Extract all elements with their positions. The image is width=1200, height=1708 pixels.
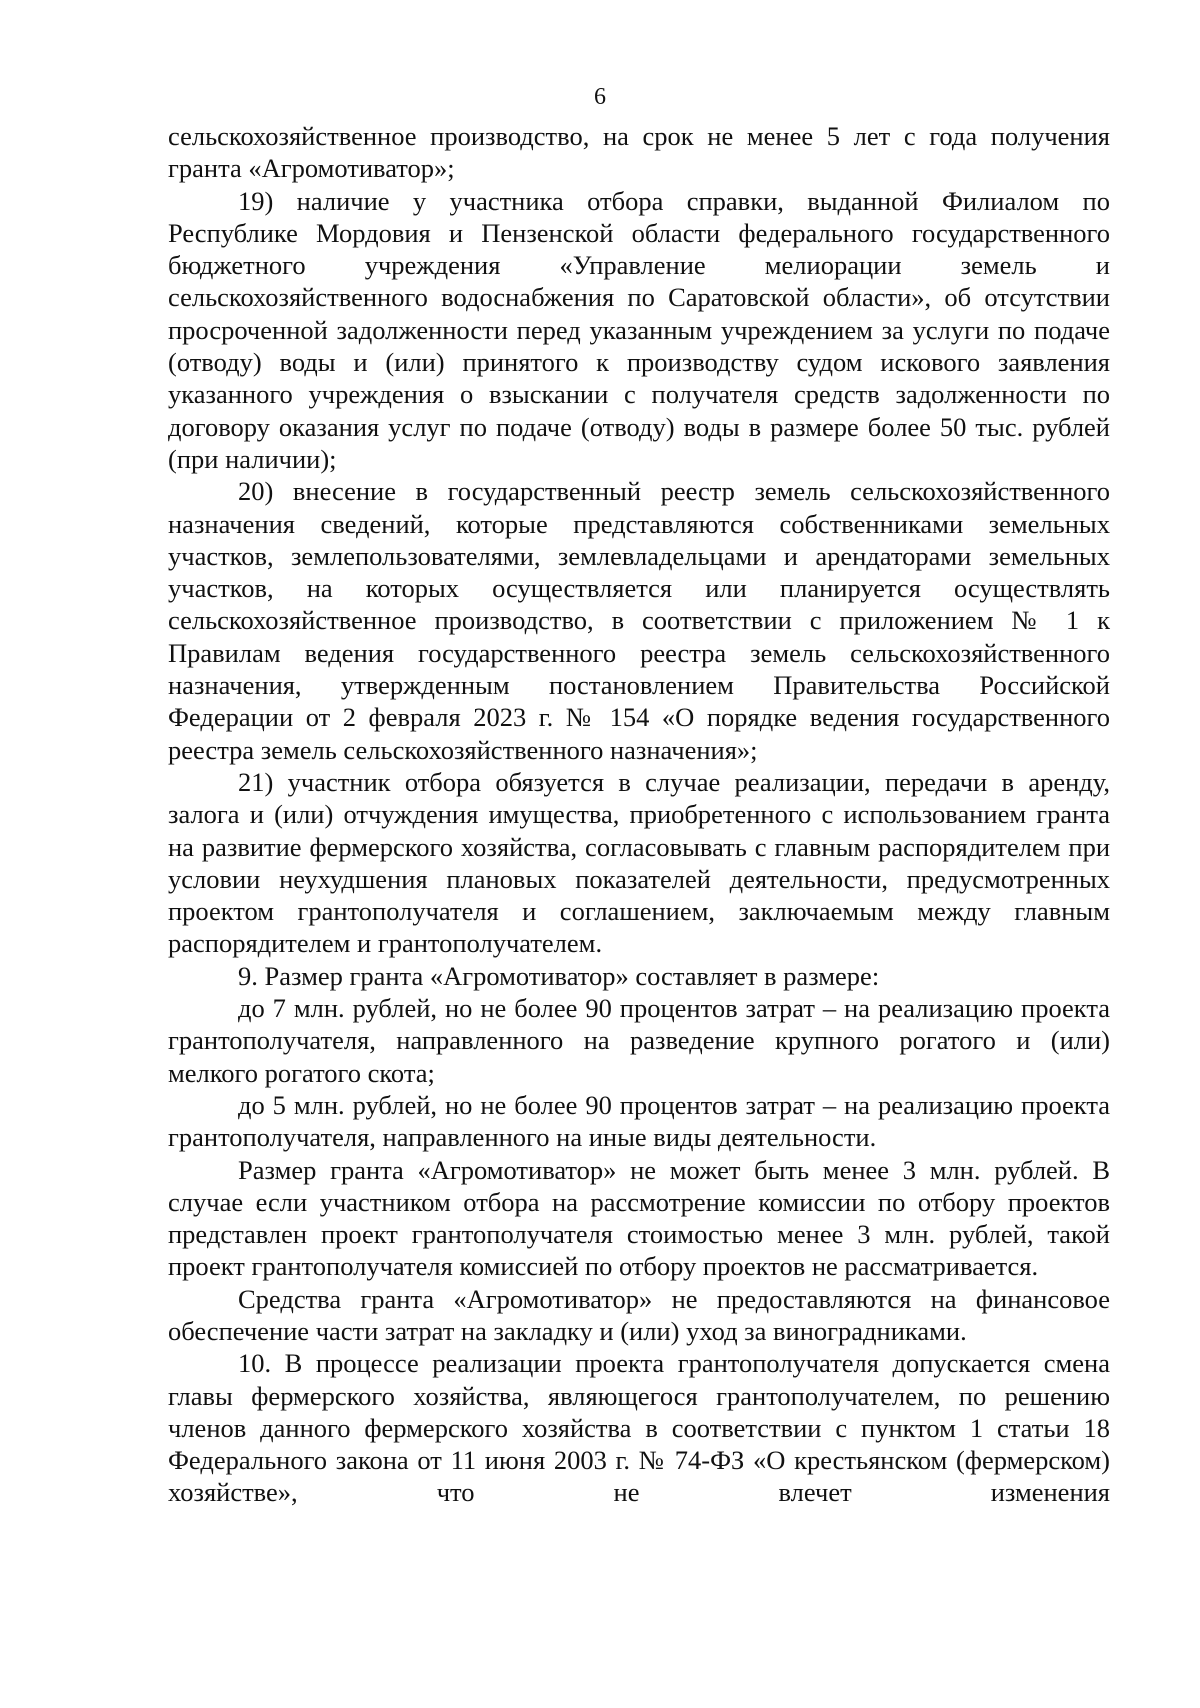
- paragraph-item-20: 20) внесение в государственный реестр земель сельскохозяйственного назначения сведений, которые представляются собственниками земельных участков, землепользователями, землевладельцами и арендаторами земельных участков, на которых осуществляется или планируется осуществлять сельскохозяйственное производство, в соответствии с приложением № 1 к Правилам ведения государственного реестра земель сельскохозяйственного назначения, утвержденным постановлением Правительства Российской Федерации от 2 февраля 2023 г. № 154 «О порядке ведения государственного реестра земель сельскохозяйственного назначения»;: [168, 476, 1110, 765]
- paragraph-section-9: 9. Размер гранта «Агромотиватор» составляет в размере:: [238, 960, 880, 991]
- paragraph-grant-size-5m: до 5 млн. рублей, но не более 90 процентов затрат – на реализацию проекта грантополучателя, направленного на иные виды деятельности.: [168, 1089, 1110, 1153]
- document-body: [168, 120, 1110, 1509]
- paragraph-item-21: 21) участник отбора обязуется в случае реализации, передачи в аренду, залога и (или) отчуждения имущества, приобретенного с использованием гранта на развитие фермерского хозяйства, согласовывать с главным распорядителем при условии неухудшения плановых показателей деятельности, предусмотренных проектом грантополучателя и соглашением, заключаемым между главным распорядителем и грантополучателем.: [168, 766, 1110, 959]
- paragraph-grant-size-7m: до 7 млн. рублей, но не более 90 процентов затрат – на реализацию проекта грантополучателя, направленного на разведение крупного рогатого и (или) мелкого рогатого скота;: [168, 993, 1110, 1088]
- page-number: 6: [594, 84, 606, 110]
- paragraph-section-10: 10. В процессе реализации проекта грантополучателя допускается смена главы фермерского хозяйства, являющегося грантополучателем, по решению членов данного фермерского хозяйства в соответствии с пунктом 1 статьи 18 Федерального закона от 11 июня 2003 г. № 74-ФЗ «О крестьянском (фермерском) хозяйстве», что не влечет изменения: [168, 1348, 1110, 1508]
- paragraph-item-19: 19) наличие у участника отбора справки, выданной Филиалом по Республике Мордовия и Пензенской области федерального государственного бюджетного учреждения «Управление мелиорации земель и сельскохозяйственного водоснабжения по Саратовской области», об отсутствии просроченной задолженности перед указанным учреждением за услуги по подаче (отводу) воды и (или) принятого к производству судом искового заявления указанного учреждения о взыскании с получателя средств задолженности по договору оказания услуг по подаче (отводу) воды в размере более 50 тыс. рублей (при наличии);: [168, 185, 1110, 474]
- paragraph-vineyards: Средства гранта «Агромотиватор» не предоставляются на финансовое обеспечение части затрат на закладку и (или) уход за виноградниками.: [168, 1283, 1110, 1346]
- paragraph-continuation: сельскохозяйственное производство, на срок не менее 5 лет с года получения гранта «Агромотиватор»;: [168, 121, 1110, 184]
- paragraph-grant-minimum: Размер гранта «Агромотиватор» не может быть менее 3 млн. рублей. В случае если участником отбора на рассмотрение комиссии по отбору проектов представлен проект грантополучателя стоимостью менее 3 млн. рублей, такой проект грантополучателя комиссией по отбору проектов не рассматривается.: [168, 1154, 1110, 1282]
